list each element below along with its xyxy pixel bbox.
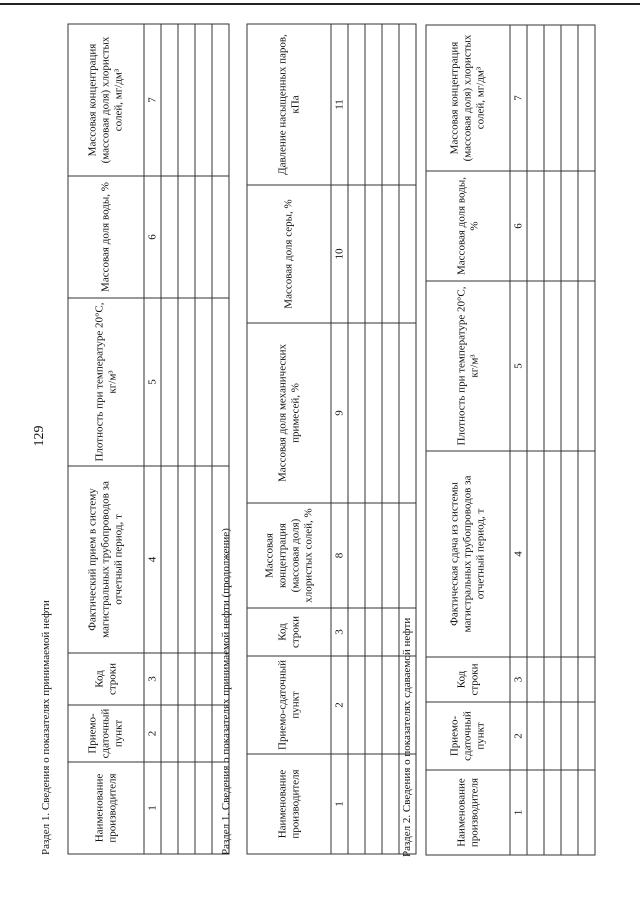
column-number: 1 [144,762,161,854]
col-header: Массовая доля воды, % [426,171,510,281]
table-row [212,24,229,854]
col-header: Код строки [247,608,331,656]
page-number: 129 [32,425,47,447]
table-row [561,25,578,855]
header-row [426,25,510,855]
column-number: 1 [510,770,527,855]
column-number: 10 [331,185,348,323]
column-number: 3 [510,657,527,702]
col-header: Давление насыщенных паров, кПа [247,24,331,185]
column-number: 9 [331,323,348,503]
column-number: 1 [331,754,348,854]
column-number: 8 [331,503,348,608]
col-header: Фактический прием в систему магистральных трубопроводов за отчетный период, т [68,466,144,653]
col-header: Массовая доля механических примесей, % [247,323,331,503]
col-header: Приемо-сдаточный пункт [247,656,331,754]
col-header: Код строки [68,653,144,705]
section-1-table [68,24,230,855]
header-row [247,24,331,854]
column-number: 4 [510,451,527,657]
col-header: Код строки [426,657,510,702]
col-header: Наименование производителя [247,754,331,854]
section-2-table [426,25,596,856]
table-row [365,24,382,854]
col-header: Приемо-сдаточный пункт [426,702,510,770]
column-number: 2 [331,656,348,754]
column-number-row [144,24,161,854]
table-row [178,24,195,854]
table-row [382,24,399,854]
section-1b-title: Раздел 1. Сведения о показателях принимаемой нефти (продолжение) [220,528,232,855]
section-1b-table [247,24,417,855]
header-row [68,24,144,854]
table-row [527,25,544,855]
column-number: 2 [510,702,527,770]
table-row [399,24,416,854]
col-header: Массовая доля серы, % [247,185,331,323]
column-number-row [331,24,348,854]
table-row [348,24,365,854]
section-2-title: Раздел 2. Сведения о показателях сдаваемой нефти [401,617,413,857]
column-number: 4 [144,466,161,653]
column-number: 5 [510,281,527,451]
column-number: 7 [144,24,161,176]
table-row [544,25,561,855]
col-header: Массовая доля воды, % [68,176,144,298]
col-header: Массовая концентрация (массовая доля) хлористых солей, мг/дм³ [426,25,510,171]
col-header: Фактическая сдача из системы магистральных трубопроводов за отчетный период, т [426,451,510,657]
col-header: Приемо-сдаточный пункт [68,705,144,762]
column-number: 6 [144,176,161,298]
col-header: Массовая концентрация (массовая доля) хлористых солей, % [247,503,331,608]
section-1-title: Раздел 1. Сведения о показателях принимаемой нефти [40,600,52,855]
column-number: 3 [331,608,348,656]
column-number: 2 [144,705,161,762]
col-header: Плотность при температуре 20°С, кг/м³ [68,298,144,466]
table-row [578,25,595,855]
column-number-row [510,25,527,855]
column-number: 5 [144,298,161,466]
table-row [195,24,212,854]
column-number: 11 [331,24,348,185]
col-header: Наименование производителя [68,762,144,854]
col-header: Наименование производителя [426,770,510,855]
column-number: 3 [144,653,161,705]
col-header: Массовая концентрация (массовая доля) хлористых солей, мг/дм³ [68,24,144,176]
col-header: Плотность при температуре 20°С, кг/м³ [426,281,510,451]
rotated-content [1,0,640,905]
table-row [161,24,178,854]
column-number: 7 [510,25,527,171]
column-number: 6 [510,171,527,281]
